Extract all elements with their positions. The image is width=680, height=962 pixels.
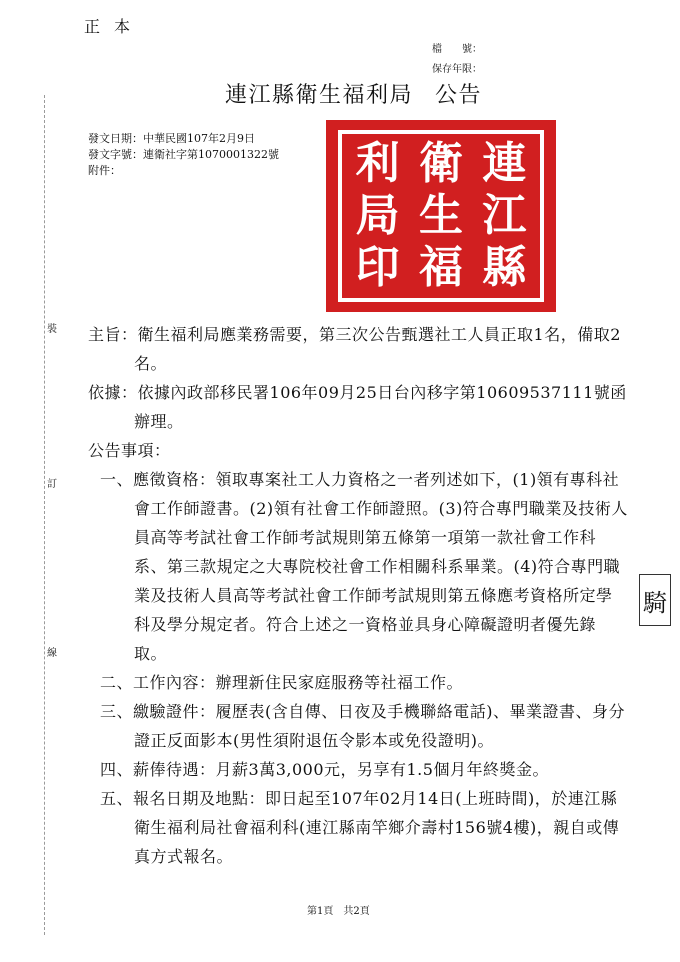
copy-type-label: 正本 [84,17,145,36]
item-text: 繳驗證件：履歷表(含自傳、日夜及手機聯絡電話)、畢業證書、身分證正反面影本(男性須附退伍令影本或免役證明)。 [133,702,626,750]
page-number: 第1頁 [307,906,334,917]
basis-label: 依據： [88,383,138,402]
binding-line [44,95,45,935]
document-title [225,78,482,109]
seal-char: 利 [355,138,400,189]
announcement-item [100,697,628,755]
item-text: 應徵資格：領取專案社工人力資格之一者列述如下，(1)領有專科社會工作師證書。(2)領有社會工作師證照。(3)符合專門職業及技術人員高等考試社會工作師考試規則第五條第一項第一款社會工作科系、第三款規定之大專院校社會工作相關科系畢業。(4)符合專門職業及技術人員高等考試社會工作師考試規則第五條應考資格所定學科及學分規定者。符合上述之一資格並具身心障礙證明者優先錄取。 [133,470,628,663]
subject-paragraph [88,320,628,378]
item-text: 工作內容：辦理新住民家庭服務等社福工作。 [133,673,464,692]
retention-period-label: 保存年限： [432,64,482,75]
agency-name: 連江縣衛生福利局 [225,83,414,108]
seal-char: 局 [355,190,400,241]
binding-mark-ding: 訂 [47,475,57,490]
announcement-item [100,784,628,871]
item-number: 一、 [100,470,134,489]
seal-char: 福 [418,242,463,293]
item-text: 報名日期及地點：即日起至107年02月14日(上班時間)，於連江縣衛生福利局社會福利科(連江縣南竿鄉介壽村156號4樓)，親自或傳真方式報名。 [133,789,620,866]
item-number: 五、 [100,789,134,808]
announcement-item [100,465,628,668]
document-type: 公告 [435,83,483,108]
item-number: 四、 [100,760,134,779]
seal-char: 衛 [418,138,463,189]
issue-date: 發文日期：中華民國107年2月9日 [88,132,255,145]
basis-section [88,378,628,436]
item-number: 二、 [100,673,134,692]
page-total: 共2頁 [343,906,370,917]
item-text: 薪俸待遇：月薪3萬3,000元，另享有1.5個月年終獎金。 [133,760,549,779]
attachment-label: 附件： [88,164,121,177]
official-seal [326,120,556,312]
file-number-label: 檔 號： [432,44,482,55]
announcement-item [100,755,628,784]
seal-char: 生 [418,190,463,241]
seal-char: 印 [355,242,400,293]
seal-char: 連 [482,138,527,189]
binding-mark-xian: 線 [47,644,57,659]
items-heading: 公告事項： [88,441,171,460]
basis-paragraph [88,378,628,436]
seal-char: 江 [482,190,527,241]
subject-text: 衛生福利局應業務需要，第三次公告甄選社工人員正取1名，備取2名。 [134,325,621,373]
side-seal-mark: 騎 [639,574,671,626]
subject-section [88,320,628,378]
item-number: 三、 [100,702,134,721]
page-footer [307,902,370,917]
seal-char: 縣 [482,242,527,293]
issue-number: 發文字號：連衛社字第1070001322號 [88,148,279,161]
seal-frame [338,130,544,302]
subject-label: 主旨： [88,325,138,344]
basis-text: 依據內政部移民署106年09月25日台內移字第10609537111號函辦理。 [134,383,627,431]
binding-mark-zhuang: 裝 [47,320,57,335]
announcement-item [100,668,628,697]
